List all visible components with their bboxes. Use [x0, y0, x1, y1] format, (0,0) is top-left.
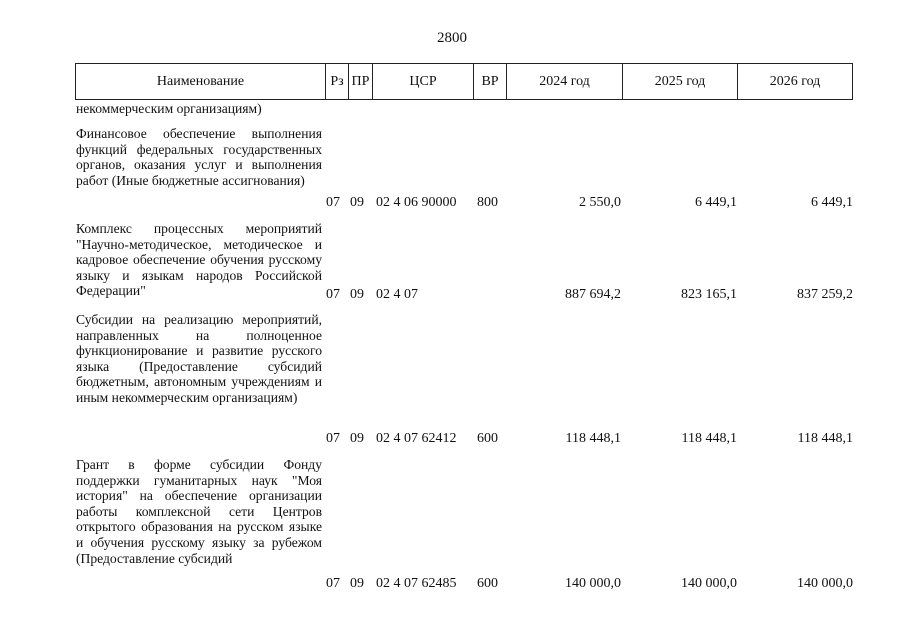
header-2026: 2026 год [769, 74, 821, 89]
header-2025: 2025 год [623, 64, 738, 99]
continuation-text: некоммерческим организациям) [76, 101, 262, 116]
row-rz: 07 [326, 195, 340, 210]
row-vr: 800 [477, 195, 498, 210]
row-2026: 6 449,1 [811, 195, 853, 210]
row-pr: 09 [350, 431, 364, 446]
row-2025: 823 165,1 [681, 287, 737, 302]
row-2025: 140 000,0 [681, 576, 737, 591]
row-2024: 140 000,0 [565, 576, 621, 591]
table-header [75, 63, 853, 100]
row-2024: 2 550,0 [579, 195, 621, 210]
row-2026: 118 448,1 [797, 431, 853, 446]
row-name: Комплекс процессных мероприятий "Научно-методическое, методическое и кадровое обеспечение обучения русскому языку и языкам народов Российской Федерации" [76, 221, 322, 299]
row-2024: 887 694,2 [565, 287, 621, 302]
row-name: Субсидии на реализацию мероприятий, направленных на полноценное функционирование и развитие русского языка (Предоставление субсидий бюджетным, автономным учреждениям и иным некоммерческим организациям) [76, 312, 322, 405]
header-name: Наименование [76, 64, 326, 99]
page-number: 2800 [437, 30, 467, 46]
row-csr: 02 4 06 90000 [376, 195, 457, 210]
row-pr: 09 [350, 576, 364, 591]
row-2025: 6 449,1 [695, 195, 737, 210]
header-pr: ПР [349, 64, 373, 99]
header-vr: ВР [474, 64, 507, 99]
row-vr: 600 [477, 431, 498, 446]
row-2024: 118 448,1 [565, 431, 621, 446]
row-2026: 837 259,2 [797, 287, 853, 302]
header-2024: 2024 год [507, 64, 623, 99]
row-csr: 02 4 07 62485 [376, 576, 457, 591]
row-2025: 118 448,1 [681, 431, 737, 446]
row-rz: 07 [326, 287, 340, 302]
row-rz: 07 [326, 576, 340, 591]
row-name: Грант в форме субсидии Фонду поддержки гуманитарных наук "Моя история" на обеспечение организации работы комплексной сети Центров открытого образования на русском языке и обучения русскому языку за рубежом (Предоставление субсидий [76, 457, 322, 566]
row-csr: 02 4 07 62412 [376, 431, 457, 446]
row-pr: 09 [350, 195, 364, 210]
row-csr: 02 4 07 [376, 287, 418, 302]
row-2026: 140 000,0 [797, 576, 853, 591]
header-csr: ЦСР [373, 64, 474, 99]
row-pr: 09 [350, 287, 364, 302]
header-rz: Рз [326, 64, 349, 99]
row-rz: 07 [326, 431, 340, 446]
row-vr: 600 [477, 576, 498, 591]
row-name: Финансовое обеспечение выполнения функций федеральных государственных органов, оказания услуг и выполнения работ (Иные бюджетные ассигнования) [76, 126, 322, 188]
